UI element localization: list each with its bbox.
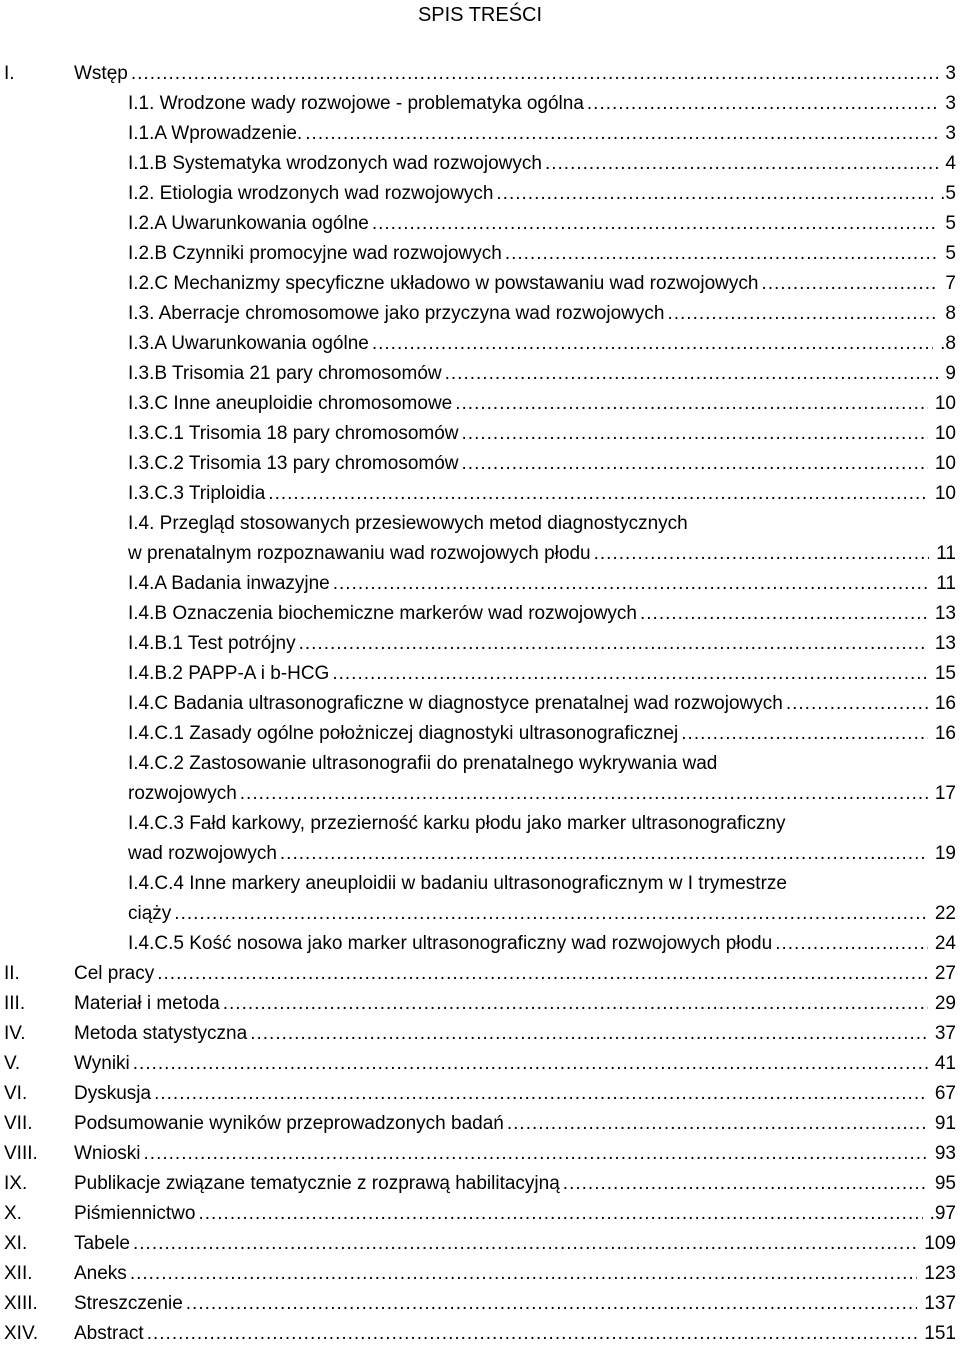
toc-entry-line — [74, 989, 956, 1019]
toc-entry — [0, 239, 960, 269]
toc-entry-title: rozwojowych — [128, 783, 237, 804]
toc-page-number: 8 — [945, 303, 956, 324]
toc-entry — [0, 1199, 960, 1229]
toc-entry — [0, 269, 960, 299]
toc-entry — [0, 1259, 960, 1289]
dot-leader — [507, 1109, 928, 1139]
toc-entry-line — [74, 1169, 956, 1199]
toc-entry-title: w prenatalnym rozpoznawaniu wad rozwojowych płodu — [128, 543, 591, 564]
toc-entry-title: I.4.B.1 Test potrójny — [128, 633, 296, 654]
toc-entry — [0, 449, 960, 479]
toc-entry-title: I.3.C.1 Trisomia 18 pary chromosomów — [128, 423, 459, 444]
toc-entry-title: Dyskusja — [74, 1083, 152, 1104]
toc-entry — [0, 809, 960, 869]
toc-entry-line — [74, 1109, 956, 1139]
toc-entry-line — [74, 1289, 956, 1319]
toc-page-number: 41 — [934, 1053, 956, 1074]
dot-leader — [587, 89, 939, 119]
toc-entry — [0, 689, 960, 719]
toc-entry-line — [74, 1199, 956, 1229]
toc-page-number: 37 — [934, 1023, 956, 1044]
toc-entry — [0, 329, 960, 359]
toc-entry-title: I.3.C Inne aneuploidie chromosomowe — [128, 393, 453, 414]
toc-entry — [0, 1049, 960, 1079]
toc-entry-title: I.1.B Systematyka wrodzonych wad rozwojowych — [128, 153, 542, 174]
toc-chapter-number: XIII. — [4, 1293, 38, 1314]
toc-entry-line — [128, 569, 956, 599]
dot-leader — [455, 389, 928, 419]
toc-entry-title: I.4.C.1 Zasady ogólne położniczej diagnostyki ultrasonograficznej — [128, 723, 679, 744]
toc-entry — [0, 89, 960, 119]
toc-entry-title: ciąży — [128, 903, 172, 924]
toc-page-number: 3 — [945, 63, 956, 84]
toc-entry — [0, 1319, 960, 1349]
dot-leader — [462, 449, 928, 479]
dot-leader — [681, 719, 928, 749]
toc-page-number: 10 — [934, 453, 956, 474]
toc-entry-title: I.3.A Uwarunkowania ogólne — [128, 333, 369, 354]
toc-entry — [0, 749, 960, 809]
toc-entry — [0, 599, 960, 629]
toc-page-number: 5 — [945, 213, 956, 234]
dot-leader — [667, 299, 938, 329]
toc-entry-line — [128, 209, 956, 239]
dot-leader — [761, 269, 938, 299]
dot-leader — [372, 329, 933, 359]
toc-page-number: 109 — [924, 1233, 956, 1254]
toc-page-number: 137 — [924, 1293, 956, 1314]
toc-page-number: 15 — [934, 663, 956, 684]
toc-chapter-number: XIV. — [4, 1323, 39, 1344]
toc-page-number: .97 — [929, 1203, 956, 1224]
toc-entry — [0, 389, 960, 419]
toc-entry-line — [128, 719, 956, 749]
table-of-contents — [0, 59, 960, 1349]
toc-entry-line — [74, 59, 956, 89]
toc-page-number: .8 — [940, 333, 956, 354]
toc-entry-title: I.3. Aberracje chromosomowe jako przyczyna wad rozwojowych — [128, 303, 665, 324]
dot-leader — [594, 539, 930, 569]
toc-entry — [0, 1139, 960, 1169]
toc-chapter-number: I. — [4, 63, 15, 84]
toc-page-number: 123 — [924, 1263, 956, 1284]
dot-leader — [240, 779, 928, 809]
toc-entry — [0, 719, 960, 749]
toc-entry — [0, 59, 960, 89]
toc-entry-title: Tabele — [74, 1233, 130, 1254]
toc-chapter-number: XII. — [4, 1263, 33, 1284]
toc-entry-title-line1: I.4.C.4 Inne markery aneuploidii w badaniu ultrasonograficznym w I trymestrze — [128, 873, 787, 894]
toc-entry-line — [128, 779, 956, 809]
toc-entry-title: I.2.A Uwarunkowania ogólne — [128, 213, 369, 234]
toc-entry — [0, 179, 960, 209]
toc-chapter-number: VI. — [4, 1083, 28, 1104]
toc-entry — [0, 989, 960, 1019]
dot-leader — [130, 1259, 917, 1289]
toc-entry-line — [128, 929, 956, 959]
toc-entry-title: I.3.B Trisomia 21 pary chromosomów — [128, 363, 442, 384]
toc-page-number: 13 — [934, 633, 956, 654]
dot-leader — [445, 359, 939, 389]
toc-entry-line — [128, 899, 956, 929]
toc-entry — [0, 119, 960, 149]
toc-entry — [0, 1229, 960, 1259]
dot-leader — [332, 659, 928, 689]
toc-entry — [0, 1169, 960, 1199]
dot-leader — [563, 1169, 928, 1199]
toc-entry-title: Piśmiennictwo — [74, 1203, 196, 1224]
toc-entry-title: Metoda statystyczna — [74, 1023, 248, 1044]
toc-page-number: 16 — [934, 693, 956, 714]
toc-page-number: 11 — [936, 543, 956, 564]
dot-leader — [186, 1289, 918, 1319]
toc-entry-title: I.1.A Wprowadzenie. — [128, 123, 303, 144]
toc-entry-title: I.2.C Mechanizmy specyficzne układowo w powstawaniu wad rozwojowych — [128, 273, 759, 294]
toc-entry-title: I.4.A Badania inwazyjne — [128, 573, 330, 594]
dot-leader — [157, 959, 928, 989]
dot-leader — [223, 989, 928, 1019]
toc-entry-line — [74, 1259, 956, 1289]
toc-entry — [0, 959, 960, 989]
dot-leader — [268, 479, 928, 509]
toc-entry-line — [74, 1319, 956, 1349]
toc-page-number: 67 — [934, 1083, 956, 1104]
dot-leader — [545, 149, 938, 179]
dot-leader — [496, 179, 933, 209]
toc-entry — [0, 869, 960, 929]
toc-entry-line — [128, 119, 956, 149]
toc-entry-line — [128, 689, 956, 719]
toc-chapter-number: X. — [4, 1203, 22, 1224]
toc-entry — [0, 659, 960, 689]
toc-entry-title: Materiał i metoda — [74, 993, 220, 1014]
dot-leader — [133, 1049, 928, 1079]
toc-entry — [0, 1019, 960, 1049]
toc-page-number: 3 — [945, 93, 956, 114]
toc-chapter-number: XI. — [4, 1233, 28, 1254]
toc-entry-title-line1: I.4.C.3 Fałd karkowy, przezierność karku płodu jako marker ultrasonograficzny — [128, 813, 786, 834]
dot-leader — [144, 1139, 928, 1169]
page-title: SPIS TREŚCI — [417, 4, 543, 26]
dot-leader — [250, 1019, 928, 1049]
toc-entry-line — [74, 1019, 956, 1049]
toc-entry-title: I.4.C.5 Kość nosowa jako marker ultrasonograficzny wad rozwojowych płodu — [128, 933, 773, 954]
toc-page-number: 95 — [934, 1173, 956, 1194]
toc-page-number: 9 — [945, 363, 956, 384]
toc-entry-line — [74, 1139, 956, 1169]
toc-entry-line — [128, 239, 956, 269]
toc-entry-line — [128, 479, 956, 509]
toc-chapter-number: III. — [4, 993, 26, 1014]
toc-entry-title: Wnioski — [74, 1143, 141, 1164]
toc-entry-title: Wyniki — [74, 1053, 130, 1074]
toc-page-number: 4 — [945, 153, 956, 174]
toc-entry — [0, 1289, 960, 1319]
dot-leader — [280, 839, 928, 869]
toc-page-number: 13 — [934, 603, 956, 624]
dot-leader — [131, 59, 939, 89]
toc-entry-title: wad rozwojowych — [128, 843, 277, 864]
dot-leader — [640, 599, 928, 629]
toc-page-number: 16 — [934, 723, 956, 744]
toc-entry — [0, 509, 960, 569]
toc-entry-title-line1: I.4.C.2 Zastosowanie ultrasonografii do prenatalnego wykrywania wad — [128, 753, 718, 774]
toc-page-number: 10 — [934, 483, 956, 504]
dot-leader — [198, 1199, 922, 1229]
toc-page-number: 93 — [934, 1143, 956, 1164]
toc-entry-title: Wstęp — [74, 63, 128, 84]
toc-entry — [0, 419, 960, 449]
toc-entry — [0, 299, 960, 329]
toc-entry — [0, 209, 960, 239]
toc-entry-title: Publikacje związane tematycznie z rozprawą habilitacyjną — [74, 1173, 560, 1194]
toc-page-number: 19 — [934, 843, 956, 864]
toc-entry — [0, 1109, 960, 1139]
toc-entry-title: I.4.C Badania ultrasonograficzne w diagnostyce prenatalnej wad rozwojowych — [128, 693, 783, 714]
toc-entry-line — [74, 959, 956, 989]
toc-entry — [0, 359, 960, 389]
toc-entry-line — [128, 389, 956, 419]
toc-entry-line — [128, 839, 956, 869]
toc-entry-title: Podsumowanie wyników przeprowadzonych badań — [74, 1113, 504, 1134]
dot-leader — [154, 1079, 928, 1109]
toc-entry-line — [74, 1229, 956, 1259]
toc-entry-line — [128, 419, 956, 449]
toc-page-number: 11 — [936, 573, 956, 594]
toc-entry-title: Cel pracy — [74, 963, 155, 984]
toc-entry — [0, 479, 960, 509]
toc-entry-title: Aneks — [74, 1263, 127, 1284]
toc-entry-title: I.3.C.2 Trisomia 13 pary chromosomów — [128, 453, 459, 474]
toc-entry-line — [128, 659, 956, 689]
toc-entry — [0, 629, 960, 659]
toc-page-number: 3 — [945, 123, 956, 144]
toc-page-number: 24 — [934, 933, 956, 954]
toc-entry-title: I.1. Wrodzone wady rozwojowe - problematyka ogólna — [128, 93, 584, 114]
toc-chapter-number: II. — [4, 963, 20, 984]
dot-leader — [299, 629, 928, 659]
toc-chapter-number: VIII. — [4, 1143, 38, 1164]
toc-entry-title-line1: I.4. Przegląd stosowanych przesiewowych metod diagnostycznych — [128, 513, 688, 534]
toc-entry-title: I.4.B.2 PAPP-A i b-HCG — [128, 663, 330, 684]
toc-page-number: 91 — [934, 1113, 956, 1134]
dot-leader — [462, 419, 928, 449]
toc-entry — [0, 569, 960, 599]
toc-entry — [0, 929, 960, 959]
toc-page-number: 29 — [934, 993, 956, 1014]
dot-leader — [333, 569, 930, 599]
toc-entry-line — [128, 359, 956, 389]
dot-leader — [174, 899, 928, 929]
toc-page-number: .5 — [940, 183, 956, 204]
toc-page-number: 10 — [934, 393, 956, 414]
toc-entry-line — [128, 269, 956, 299]
dot-leader — [505, 239, 939, 269]
dot-leader — [372, 209, 939, 239]
dot-leader — [133, 1229, 917, 1259]
toc-entry-line — [128, 89, 956, 119]
toc-entry-title: Abstract — [74, 1323, 144, 1344]
toc-entry-title: I.2. Etiologia wrodzonych wad rozwojowych — [128, 183, 494, 204]
toc-page-number: 22 — [934, 903, 956, 924]
toc-chapter-number: VII. — [4, 1113, 33, 1134]
dot-leader — [147, 1319, 918, 1349]
toc-entry-title: Streszczenie — [74, 1293, 183, 1314]
dot-leader — [786, 689, 928, 719]
toc-entry — [0, 149, 960, 179]
dot-leader — [305, 119, 938, 149]
toc-entry-title: I.2.B Czynniki promocyjne wad rozwojowych — [128, 243, 502, 264]
toc-entry-line — [128, 329, 956, 359]
toc-chapter-number: IX. — [4, 1173, 28, 1194]
toc-page-number: 5 — [945, 243, 956, 264]
toc-page-number: 27 — [934, 963, 956, 984]
toc-entry-line — [128, 299, 956, 329]
toc-page-number: 151 — [924, 1323, 956, 1344]
toc-page-number: 17 — [934, 783, 956, 804]
toc-entry-line — [128, 449, 956, 479]
toc-entry-line — [74, 1049, 956, 1079]
toc-chapter-number: IV. — [4, 1023, 26, 1044]
toc-entry-line — [128, 149, 956, 179]
toc-entry-line — [128, 539, 956, 569]
toc-chapter-number: V. — [4, 1053, 21, 1074]
toc-entry-line — [128, 629, 956, 659]
toc-page-number: 10 — [934, 423, 956, 444]
dot-leader — [775, 929, 928, 959]
toc-page-number: 7 — [945, 273, 956, 294]
toc-entry-line — [74, 1079, 956, 1109]
toc-entry-title: I.3.C.3 Triploidia — [128, 483, 266, 504]
toc-entry-line — [128, 179, 956, 209]
toc-entry-line — [128, 599, 956, 629]
toc-entry-title: I.4.B Oznaczenia biochemiczne markerów wad rozwojowych — [128, 603, 637, 624]
toc-entry — [0, 1079, 960, 1109]
